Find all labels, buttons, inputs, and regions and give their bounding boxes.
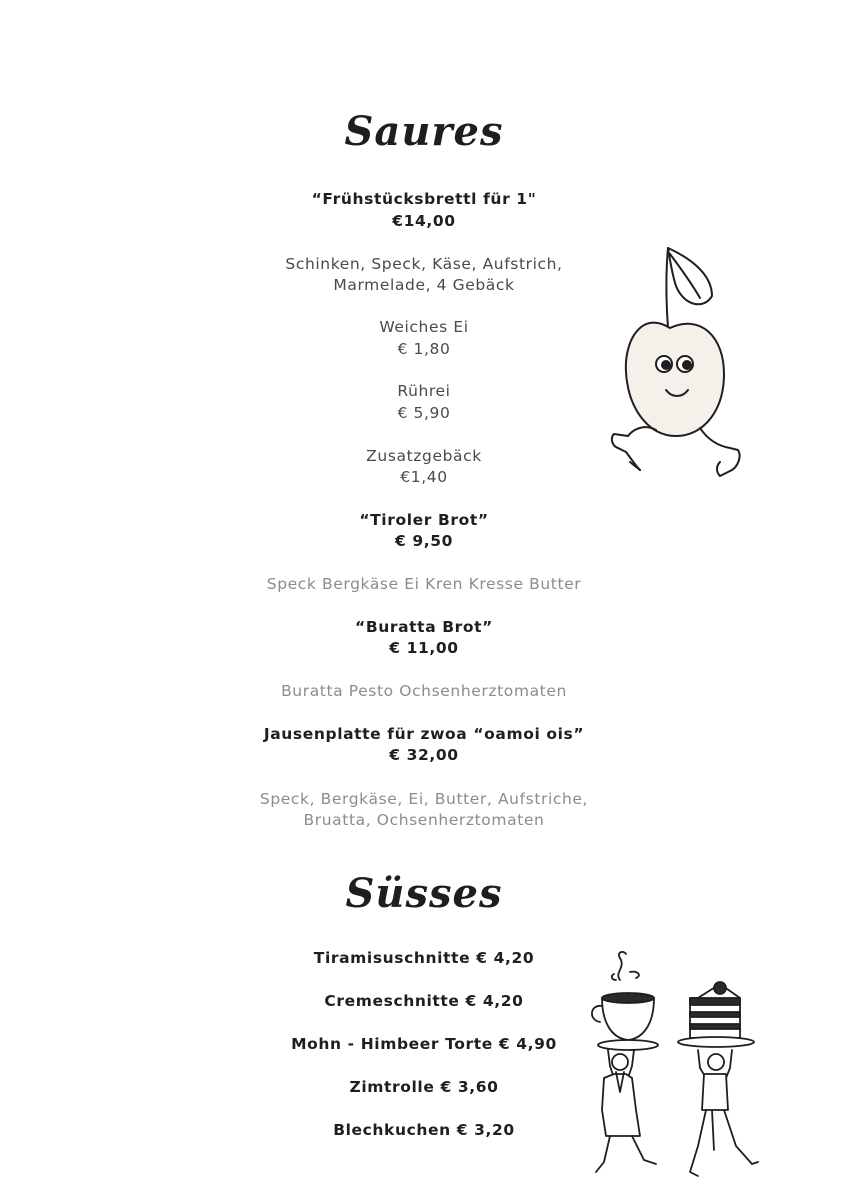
item-price-zusatzgebaeck: €1,40 <box>400 468 448 486</box>
item-desc-jausenplatte-2: Bruatta, Ochsenherztomaten <box>303 811 545 829</box>
item-desc-fruehstuecksbrettl-2: Marmelade, 4 Gebäck <box>333 276 515 294</box>
item-price-ruehrei: € 5,90 <box>397 404 451 422</box>
dessert-item-tiramisuschnitte: Tiramisuschnitte € 4,20 <box>313 949 535 967</box>
waiters-carrying-cake-and-coffee-icon <box>580 950 765 1185</box>
item-name-ruehrei: Rührei <box>397 382 451 400</box>
dessert-item-zimtrolle: Zimtrolle € 3,60 <box>349 1078 499 1096</box>
item-name-weiches-ei: Weiches Ei <box>379 318 469 336</box>
item-price-buratta-brot: € 11,00 <box>389 639 459 657</box>
item-price-weiches-ei: € 1,80 <box>397 340 451 358</box>
dessert-item-cremeschnitte: Cremeschnitte € 4,20 <box>324 992 524 1010</box>
item-price-jausenplatte: € 32,00 <box>389 746 459 764</box>
item-name-fruehstuecksbrettl: “Frühstücksbrettl für 1" <box>311 190 537 208</box>
item-name-jausenplatte: Jausenplatte für zwoa “oamoi ois” <box>263 725 585 743</box>
item-desc-tiroler-brot: Speck Bergkäse Ei Kren Kresse Butter <box>266 575 582 593</box>
section-heading-saures: Saures <box>344 108 504 155</box>
item-name-zusatzgebaeck: Zusatzgebäck <box>366 447 482 465</box>
dessert-item-mohn-himbeer-torte: Mohn - Himbeer Torte € 4,90 <box>291 1035 557 1053</box>
item-price-tiroler-brot: € 9,50 <box>394 532 454 550</box>
item-desc-buratta-brot: Buratta Pesto Ochsenherztomaten <box>281 682 567 700</box>
item-name-tiroler-brot: “Tiroler Brot” <box>359 511 489 529</box>
item-desc-fruehstuecksbrettl-1: Schinken, Speck, Käse, Aufstrich, <box>285 255 563 273</box>
item-desc-jausenplatte-1: Speck, Bergkäse, Ei, Butter, Aufstriche, <box>259 790 589 808</box>
item-price-fruehstuecksbrettl: €14,00 <box>392 212 456 230</box>
section-heading-suesses: Süsses <box>345 870 503 917</box>
cherry-character-icon <box>600 240 750 485</box>
item-name-buratta-brot: “Buratta Brot” <box>355 618 493 636</box>
dessert-item-blechkuchen: Blechkuchen € 3,20 <box>333 1121 515 1139</box>
